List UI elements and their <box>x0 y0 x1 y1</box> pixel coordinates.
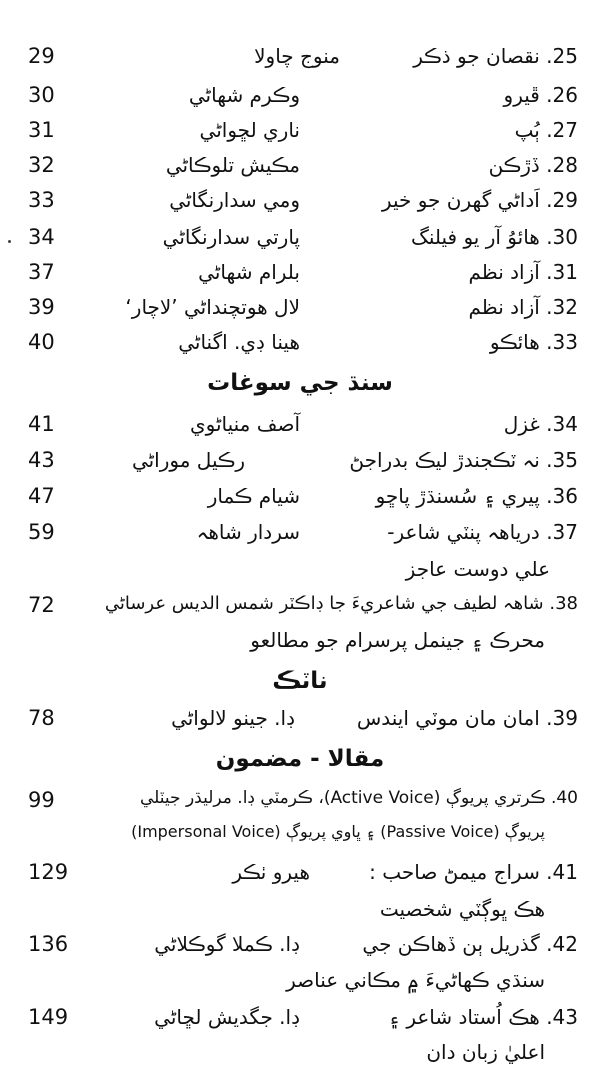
title: 42. گذريل ٻن ڏهاڪن جي <box>362 932 578 956</box>
title: 43. هڪ اُستاد شاعر ۽ <box>388 1005 578 1029</box>
page-number: 149 <box>28 1005 69 1029</box>
section-heading: مقالا - مضمون <box>215 746 385 772</box>
toc-entry <box>0 260 600 300</box>
page-number: 59 <box>28 520 55 544</box>
author: رڪيل موراڻي <box>131 448 245 472</box>
toc-entry <box>0 706 600 746</box>
title: 30. هائوُ آر يو فيلنگ <box>410 225 578 249</box>
page-number: 30 <box>28 83 55 107</box>
page-number: 47 <box>28 484 55 508</box>
toc-entry <box>0 330 600 370</box>
page-number: 31 <box>28 118 55 142</box>
title: 33. هائڪو <box>489 330 578 354</box>
title: 26. ڦيرو <box>503 83 578 107</box>
toc-entry <box>0 118 600 158</box>
title-continued: هڪ ڀوڳٽي شخصيت <box>379 897 545 921</box>
title: 28. ڏڙڪن <box>488 153 578 177</box>
author: منوج چاولا <box>254 44 340 68</box>
page-number: 32 <box>28 153 55 177</box>
toc-entry <box>0 295 600 335</box>
page-number: 33 <box>28 188 55 212</box>
author: ومي سدارنگاڻي <box>169 188 300 212</box>
author: پارتي سدارنگاڻي <box>162 225 300 249</box>
title: 39. امان مان موٽي ايندس <box>356 706 578 730</box>
title-continued: علي دوست عاجز <box>405 557 550 581</box>
toc-entry <box>0 188 600 228</box>
page-number: 29 <box>28 44 55 68</box>
title: 29. اَداڻي گهرن جو خير <box>381 188 578 212</box>
speck <box>8 240 11 243</box>
toc-entry-continued <box>0 557 600 597</box>
title-continued: محرڪ ۽ جينمل پرسرام جو مطالعو <box>250 628 545 652</box>
author: آصف منياڻوي <box>189 412 300 436</box>
title: 40. ڪرتري پريوڳ (Active Voice)، ڪرمٽي ڊا. مرليڌر جيٽلي <box>139 788 578 808</box>
toc-entry <box>0 83 600 123</box>
page-number: 72 <box>28 593 55 617</box>
page-number: 41 <box>28 412 55 436</box>
title-continued: اعليٰ زبان دان <box>426 1040 545 1064</box>
page-number: 43 <box>28 448 55 472</box>
toc-entry <box>0 520 600 560</box>
author: لال هوتچنداڻي ’لاچار‘ <box>125 295 300 319</box>
title: 34. غزل <box>503 412 578 436</box>
title: 36. پيري ۽ سُسنڌڙ پاڇو <box>375 484 578 508</box>
author: مڪيش تلوڪاڻي <box>165 153 300 177</box>
author: ناري لڇواڻي <box>199 118 300 142</box>
author: ڊا. جگديش لڇاڻي <box>154 1005 300 1029</box>
author: هينا ڊي. اگناڻي <box>178 330 300 354</box>
toc-entry <box>0 153 600 193</box>
toc-entry <box>0 932 600 972</box>
page-number: 34 <box>28 225 55 249</box>
toc-entry-continued <box>0 1040 600 1080</box>
author: شيام ڪمار <box>207 484 300 508</box>
toc-entry-continued <box>0 897 600 937</box>
title-continued: پريوڳ (Passive Voice) ۽ ڀاوي پريوڳ (Impersonal Voice) <box>131 822 545 841</box>
author: سردار شاهہ <box>196 520 300 544</box>
toc-entry-continued <box>0 822 600 862</box>
author: هيرو ٺڪر <box>232 860 310 884</box>
author: بلرام شهاڻي <box>198 260 300 284</box>
title: 37. درياهہ پنٽي شاعر- <box>387 520 578 544</box>
toc-entry <box>0 448 600 488</box>
title: 41. سراج ميمڻ صاحب : <box>369 860 578 884</box>
toc-entry <box>0 484 600 524</box>
toc-entry <box>0 860 600 900</box>
author: ڊا. جينو لالواڻي <box>171 706 295 730</box>
title: 32. آزاد نظم <box>468 295 578 319</box>
page-number: 40 <box>28 330 55 354</box>
title: 35. نہ ٽڪجندڙ ليڪ بدراجڻ <box>349 448 578 472</box>
toc-entry-continued <box>0 968 600 1008</box>
title: 31. آزاد نظم <box>468 260 578 284</box>
page-number: 37 <box>28 260 55 284</box>
toc-entry <box>0 593 600 633</box>
page-number: 136 <box>28 932 69 956</box>
author: ڊا. ڪملا گوڪلاڻي <box>154 932 300 956</box>
toc-entry <box>0 44 600 84</box>
toc-entry <box>0 1005 600 1045</box>
title-continued: سنڌي ڪهاڻيءَ ۾ مڪاني عناصر <box>286 968 545 992</box>
title: 38. شاهہ لطيف جي شاعريءَ جا ڊاڪٽر شمس الديس عرساڻي <box>104 593 578 614</box>
toc-entry-continued <box>0 628 600 668</box>
author: وڪرم شهاڻي <box>188 83 300 107</box>
page-number: 78 <box>28 706 55 730</box>
section-heading: ناٽڪ <box>272 668 328 694</box>
title: 27. ٻُپ <box>514 118 578 142</box>
page-number: 99 <box>28 788 55 812</box>
page-number: 39 <box>28 295 55 319</box>
section-heading: سنڌ جي سوغات <box>207 370 393 396</box>
title: 25. نقصان جو ذڪر <box>413 44 578 68</box>
page-number: 129 <box>28 860 69 884</box>
toc-entry <box>0 225 600 265</box>
toc-entry <box>0 412 600 452</box>
